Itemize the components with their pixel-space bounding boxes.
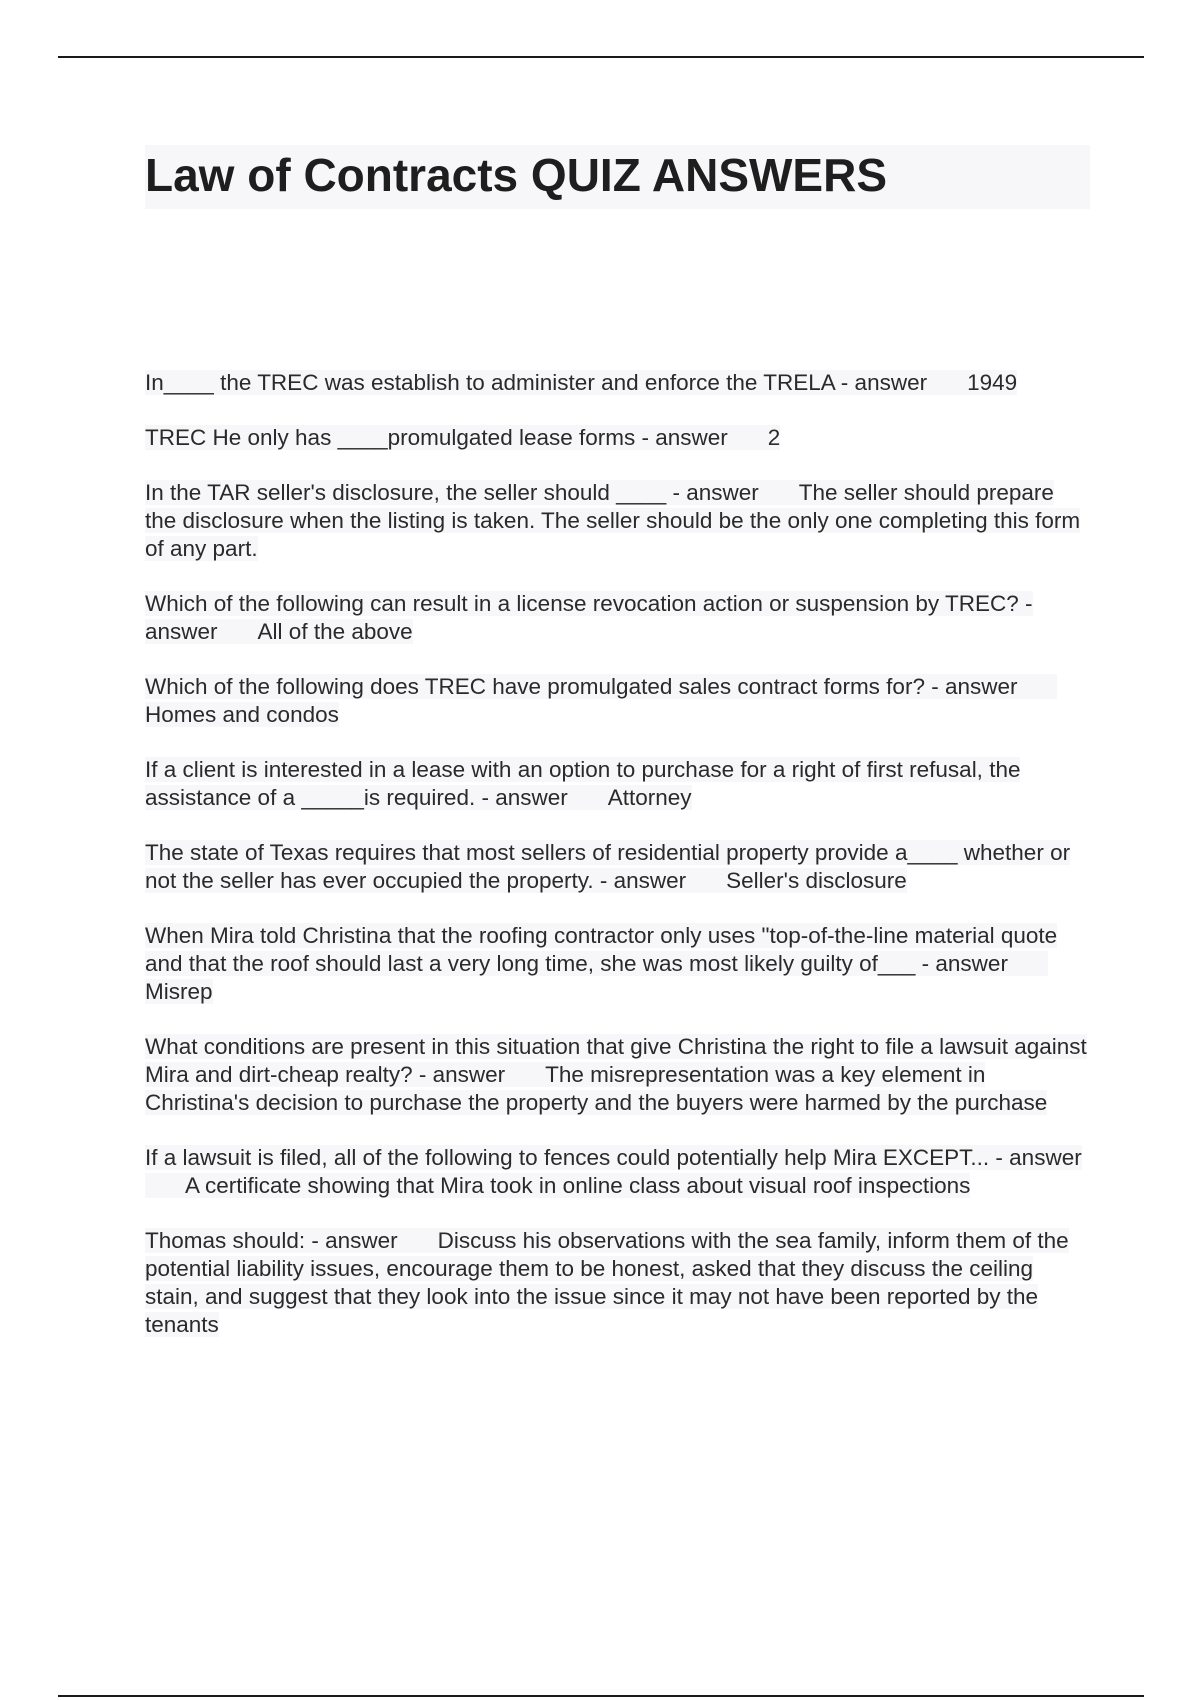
answer-text: 2 bbox=[767, 425, 781, 450]
answer-text: Seller's disclosure bbox=[726, 868, 907, 893]
qa-item bbox=[145, 1033, 1090, 1117]
answer-text: Attorney bbox=[607, 785, 692, 810]
qa-list bbox=[145, 369, 1090, 1339]
top-rule bbox=[58, 56, 1144, 58]
qa-item bbox=[145, 839, 1090, 895]
question-text: Thomas should: - answer bbox=[145, 1228, 398, 1253]
document-body bbox=[145, 145, 1090, 1366]
qa-item bbox=[145, 756, 1090, 812]
question-text: If a client is interested in a lease with an option to purchase for a right of first refusal, the assistance of a _____is required. - answer bbox=[145, 757, 1021, 810]
title-block bbox=[145, 145, 1090, 209]
qa-item bbox=[145, 1227, 1090, 1339]
question-text: In____ the TREC was establish to administer and enforce the TRELA - answer bbox=[145, 370, 928, 395]
qa-item bbox=[145, 1144, 1090, 1200]
answer-text: All of the above bbox=[257, 619, 413, 644]
question-text: Which of the following does TREC have promulgated sales contract forms for? - answer bbox=[145, 674, 1018, 699]
qa-item bbox=[145, 424, 1090, 452]
answer-text: Discuss his observations with the sea family, inform them of the potential liability issues, encourage them to be honest, asked that they discuss the ceiling stain, and suggest that they look into the issue since it may not have been reported by the tenants bbox=[145, 1228, 1069, 1337]
question-text: If a lawsuit is filed, all of the following to fences could potentially help Mira EXCEPT... - answer bbox=[145, 1145, 1082, 1170]
answer-text: 1949 bbox=[967, 370, 1018, 395]
answer-text: Misrep bbox=[145, 979, 213, 1004]
page-title: Law of Contracts QUIZ ANSWERS bbox=[145, 149, 887, 201]
question-text: What conditions are present in this situation that give Christina the right to file a lawsuit against Mira and dirt-cheap realty? - answer bbox=[145, 1034, 1087, 1087]
bottom-rule bbox=[58, 1695, 1144, 1697]
qa-item bbox=[145, 590, 1090, 646]
qa-item bbox=[145, 369, 1090, 397]
question-text: Which of the following can result in a license revocation action or suspension by TREC? - answer bbox=[145, 591, 1033, 644]
question-text: In the TAR seller's disclosure, the seller should ____ - answer bbox=[145, 480, 759, 505]
question-text: TREC He only has ____promulgated lease forms - answer bbox=[145, 425, 728, 450]
answer-text: A certificate showing that Mira took in online class about visual roof inspections bbox=[185, 1173, 971, 1198]
qa-item bbox=[145, 922, 1090, 1006]
answer-text: Homes and condos bbox=[145, 702, 339, 727]
qa-item bbox=[145, 673, 1090, 729]
question-text: The state of Texas requires that most sellers of residential property provide a____ whether or not the seller has ever occupied the property. - answer bbox=[145, 840, 1071, 893]
answer-text: The misrepresentation was a key element in Christina's decision to purchase the property and the buyers were harmed by the purchase bbox=[145, 1062, 1048, 1115]
question-text: When Mira told Christina that the roofing contractor only uses "top-of-the-line material quote and that the roof should last a very long time, she was most likely guilty of___ - answer bbox=[145, 923, 1058, 976]
answer-text: The seller should prepare the disclosure when the listing is taken. The seller should be the only one completing this form of any part. bbox=[145, 480, 1081, 561]
qa-item bbox=[145, 479, 1090, 563]
